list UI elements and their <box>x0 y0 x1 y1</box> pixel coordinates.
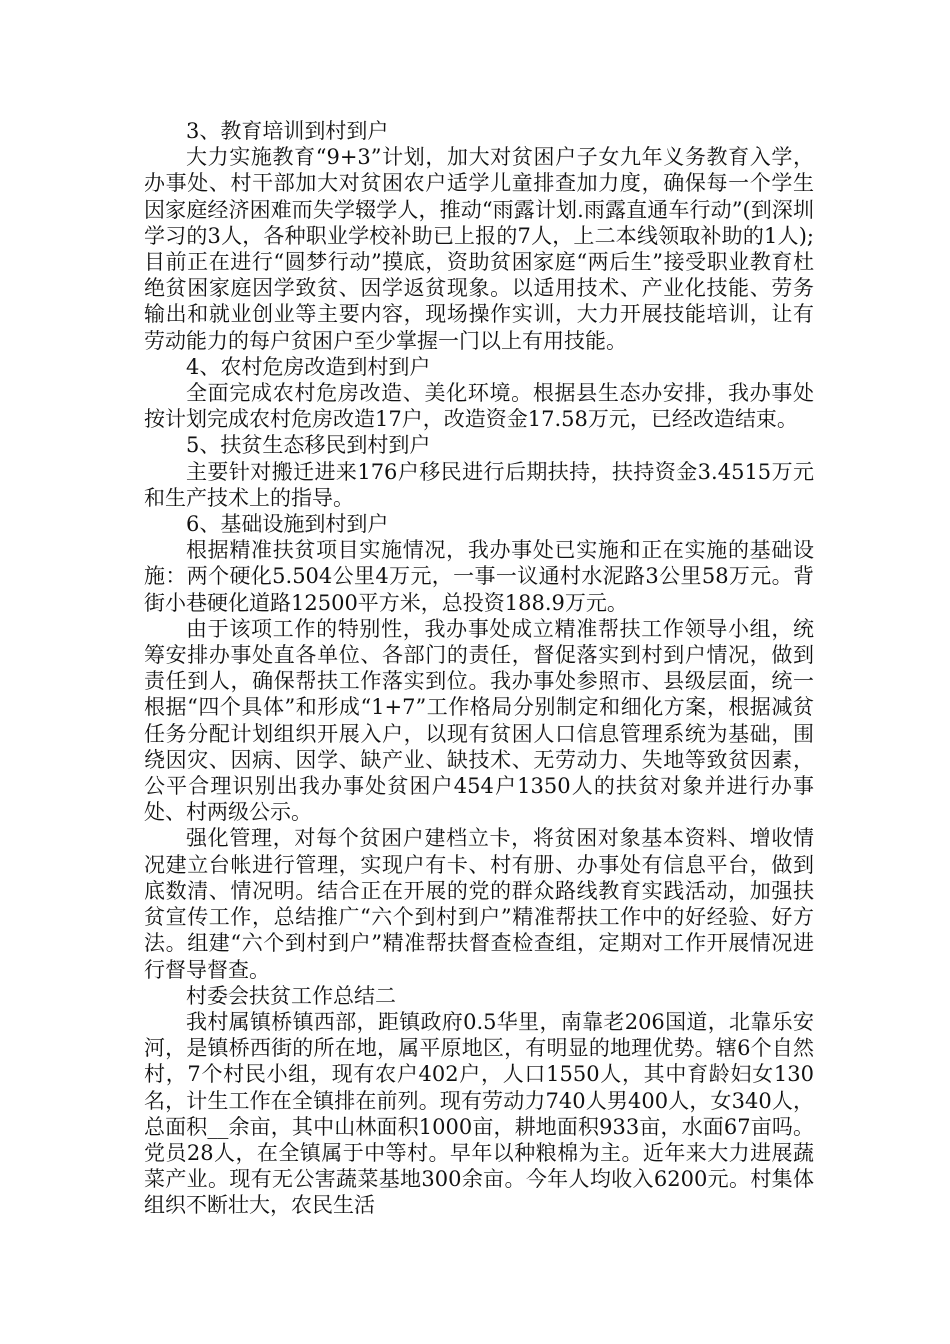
paragraph-relocation-support: 主要针对搬迁进来176户移民进行后期扶持，扶持资金3.4515万元和生产技术上的指导。 <box>144 459 814 510</box>
paragraph-management: 强化管理，对每个贫困户建档立卡，将贫困对象基本资料、增收情况建立台帐进行管理，实现户有卡、村有册、办事处有信息平台，做到底数清、情况明。结合正在开展的党的群众路线教育实践活动，加强扶贫宣传工作，总结推广“六个到村到户”精准帮扶工作中的好经验、好方法。组建“六个到村到户”精准帮扶督查检查组，定期对工作开展情况进行督导督查。 <box>144 826 814 982</box>
document-body <box>144 118 814 1219</box>
heading-education-training: 3、教育培训到村到户 <box>186 119 389 143</box>
paragraph-housing-renovation: 全面完成农村危房改造、美化环境。根据县生态办安排，我办事处按计划完成农村危房改造17户，改造资金17.58万元，已经改造结束。 <box>144 381 814 432</box>
paragraph-leadership-group: 由于该项工作的特别性，我办事处成立精准帮扶工作领导小组，统筹安排办事处直各单位、各部门的责任，督促落实到村到户情况，做到责任到人，确保帮扶工作落实到位。我办事处参照市、县级层面，统一根据“四个具体”和形成“1+7”工作格局分别制定和细化方案，根据减贫任务分配计划组织开展入户，以现有贫困人口信息管理系统为基础，围绕因灾、因病、因学、缺产业、缺技术、无劳动力、失地等致贫因素，公平合理识别出我办事处贫困户454户1350人的扶贫对象并进行办事处、村两级公示。 <box>144 616 814 825</box>
paragraph-education-plan: 大力实施教育“9+3”计划，加大对贫困户子女九年义务教育入学，办事处、村干部加大对贫困农户适学儿童排查加力度，确保每一个学生因家庭经济困难而失学辍学人，推动“雨露计划.雨露直通车行动”(到深圳学习的3人，各种职业学校补助已上报的7人，上二本线领取补助的1人);目前正在进行“圆梦行动”摸底，资助贫困家庭“两后生”接受职业教育杜绝贫困家庭因学致贫、因学返贫现象。以适用技术、产业化技能、劳务输出和就业创业等主要内容，现场操作实训，大力开展技能培训，让有劳动能力的每户贫困户至少掌握一门以上有用技能。 <box>144 145 814 353</box>
heading-dangerous-housing: 4、农村危房改造到村到户 <box>186 354 431 379</box>
paragraph-infrastructure: 根据精准扶贫项目实施情况，我办事处已实施和正在实施的基础设施：两个硬化5.504公里4万元，一事一议通村水泥路3公里58万元。背街小巷硬化道路12500平方米，总投资188.9万元。 <box>144 538 814 615</box>
heading-ecological-relocation: 5、扶贫生态移民到村到户 <box>186 433 431 458</box>
heading-infrastructure: 6、基础设施到村到户 <box>186 512 389 537</box>
heading-summary-two: 村委会扶贫工作总结二 <box>186 983 396 1008</box>
paragraph-village-overview: 我村属镇桥镇西部，距镇政府0.5华里，南靠老206国道，北靠乐安河，是镇桥西街的所在地，属平原地区，有明显的地理优势。辖6个自然村，7个村民小组，现有农户402户，人口1550人，其中育龄妇女130名，计生工作在全镇排在前列。现有劳动力740人男400人，女340人，总面积__余亩，其中山林面积1000亩，耕地面积933亩，水面67亩吗。党员28人，在全镇属于中等村。早年以种粮棉为主。近年来大力进展蔬菜产业。现有无公害蔬菜基地300余亩。今年人均收入6200元。村集体组织不断壮大，农民生活 <box>144 1009 814 1218</box>
